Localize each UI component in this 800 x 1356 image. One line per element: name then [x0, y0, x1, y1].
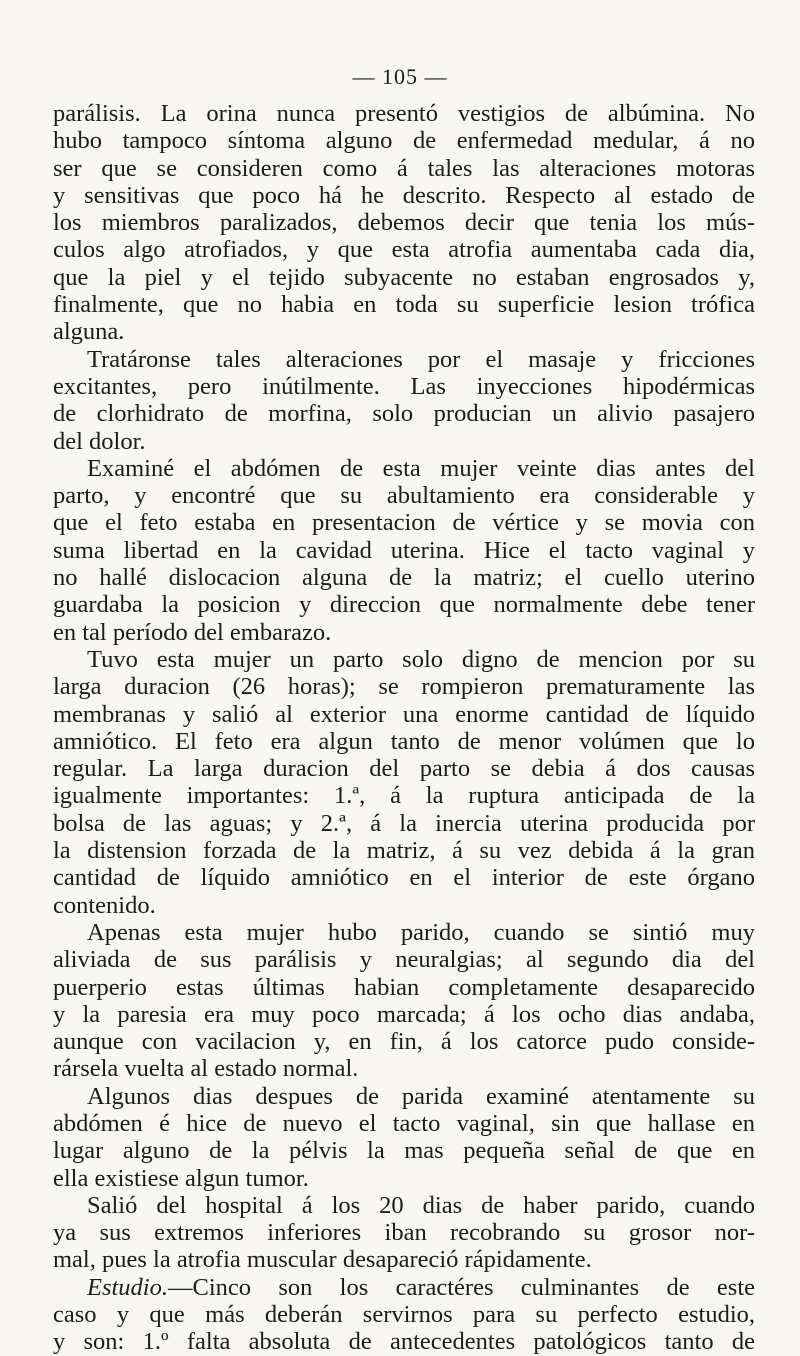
- text-line: [53, 236, 755, 263]
- text-line: [53, 318, 755, 345]
- line-text: en tal período del embarazo.: [53, 618, 332, 646]
- text-line: [53, 1274, 755, 1301]
- line-text: excitantes, pero inútilmente. Las inyecciones hipodérmicas: [53, 372, 755, 400]
- line-text: lugar alguno de la pélvis la mas pequeña señal de que en: [53, 1137, 755, 1165]
- text-line: [53, 1219, 755, 1246]
- line-text: contenido.: [53, 891, 156, 919]
- line-text: finalmente, que no habia en toda su superficie lesion trófica: [53, 291, 755, 319]
- text-line: [53, 673, 755, 700]
- line-text: Tuvo esta mujer un parto solo digno de mencion por su: [87, 645, 755, 673]
- text-line: [53, 127, 755, 154]
- line-text: Examiné el abdómen de esta mujer veinte dias antes del: [87, 454, 755, 482]
- text-line: [53, 837, 755, 864]
- text-line: [53, 946, 755, 973]
- line-text: larga duracion (26 horas); se rompieron prematuramente las: [53, 673, 755, 701]
- line-text: los miembros paralizados, debemos decir que tenia los mús-: [53, 209, 755, 237]
- text-line: [53, 1110, 755, 1137]
- line-text: hubo tampoco síntoma alguno de enfermedad medular, á no: [53, 127, 755, 155]
- line-text: bolsa de las aguas; y 2.ª, á la inercia uterina producida por: [53, 809, 755, 837]
- line-text: culos algo atrofiados, y que esta atrofia aumentaba cada dia,: [53, 236, 755, 264]
- text-line: [53, 919, 755, 946]
- line-text: la distension forzada de la matriz, á su vez debida á la gran: [53, 837, 755, 865]
- line-text: Apenas esta mujer hubo parido, cuando se sintió muy: [87, 918, 755, 946]
- text-line: [53, 1328, 755, 1355]
- line-text: y la paresia era muy poco marcada; á los ocho dias andaba,: [53, 1000, 755, 1028]
- text-line: [53, 1001, 755, 1028]
- text-line: [53, 182, 755, 209]
- text-line: [53, 810, 755, 837]
- text-line: [53, 537, 755, 564]
- body-text: [53, 100, 755, 1356]
- line-text: que la piel y el tejido subyacente no estaban engrosados y,: [53, 263, 755, 291]
- text-line: [53, 155, 755, 182]
- line-text: puerperio estas últimas habian completamente desaparecido: [53, 973, 755, 1001]
- line-text: y sensitivas que poco há he descrito. Respecto al estado de: [53, 181, 755, 209]
- text-line: [53, 1028, 755, 1055]
- text-line: [53, 701, 755, 728]
- line-text: que el feto estaba en presentacion de vértice y se movia con: [53, 509, 755, 537]
- text-line: [53, 646, 755, 673]
- line-text: alguna.: [53, 318, 125, 346]
- text-line: [53, 1192, 755, 1219]
- text-line: [53, 782, 755, 809]
- line-text: ya sus extremos inferiores iban recobrando su grosor nor-: [53, 1219, 755, 1247]
- page-number: — 105 —: [352, 64, 448, 89]
- text-line: [53, 455, 755, 482]
- line-text: Algunos dias despues de parida examiné atentamente su: [87, 1082, 755, 1110]
- text-line: [53, 100, 755, 127]
- section-heading: Estudio.: [87, 1273, 168, 1301]
- text-line: [53, 1246, 755, 1273]
- line-text: caso y que más deberán servirnos para su perfecto estudio,: [53, 1301, 755, 1329]
- text-line: [53, 728, 755, 755]
- line-text: ella existiese algun tumor.: [53, 1164, 309, 1192]
- text-line: [53, 1055, 755, 1082]
- text-line: [53, 1301, 755, 1328]
- text-line: [53, 373, 755, 400]
- text-line: [53, 1165, 755, 1192]
- text-line: [53, 509, 755, 536]
- line-text: parálisis. La orina nunca presentó vestigios de albúmina. No: [53, 100, 755, 127]
- line-text: de clorhidrato de morfina, solo producian un alivio pasajero: [53, 400, 755, 428]
- text-line: [53, 1137, 755, 1164]
- line-text: membranas y salió al exterior una enorme cantidad de líquido: [53, 700, 755, 728]
- text-line: [53, 209, 755, 236]
- line-text: Salió del hospital á los 20 dias de haber parido, cuando: [87, 1191, 755, 1219]
- line-text: parto, y encontré que su abultamiento era considerable y: [53, 482, 755, 510]
- text-line: [53, 892, 755, 919]
- line-text: ser que se consideren como á tales las alteraciones motoras: [53, 154, 755, 182]
- text-line: [53, 755, 755, 782]
- line-text: suma libertad en la cavidad uterina. Hice el tacto vaginal y: [53, 536, 755, 564]
- line-text: mal, pues la atrofia muscular desapareció rápidamente.: [53, 1246, 592, 1274]
- text-line: [53, 482, 755, 509]
- line-text: abdómen é hice de nuevo el tacto vaginal, sin que hallase en: [53, 1109, 755, 1137]
- line-text: del dolor.: [53, 427, 146, 455]
- line-text: amniótico. El feto era algun tanto de menor volúmen que lo: [53, 727, 755, 755]
- line-text: rársela vuelta al estado normal.: [53, 1055, 359, 1083]
- text-line: [53, 428, 755, 455]
- line-text: —Cinco son los caractéres culminantes de este: [168, 1273, 755, 1301]
- text-line: [53, 619, 755, 646]
- text-line: [53, 1083, 755, 1110]
- text-line: [53, 864, 755, 891]
- text-line: [53, 264, 755, 291]
- text-line: [53, 400, 755, 427]
- text-line: [53, 291, 755, 318]
- line-text: igualmente importantes: 1.ª, á la ruptura anticipada de la: [53, 782, 755, 810]
- line-text: regular. La larga duracion del parto se debia á dos causas: [53, 755, 755, 783]
- text-line: [53, 591, 755, 618]
- line-text: y son: 1.º falta absoluta de antecedentes patológicos tanto de: [53, 1328, 755, 1356]
- text-line: [53, 346, 755, 373]
- line-text: Tratáronse tales alteraciones por el masaje y fricciones: [87, 345, 755, 373]
- line-text: cantidad de líquido amniótico en el interior de este órgano: [53, 864, 755, 892]
- line-text: aunque con vacilacion y, en fin, á los catorce pudo conside-: [53, 1028, 755, 1056]
- text-line: [53, 974, 755, 1001]
- line-text: no hallé dislocacion alguna de la matriz; el cuello uterino: [53, 564, 755, 592]
- line-text: aliviada de sus parálisis y neuralgias; al segundo dia del: [53, 946, 755, 974]
- text-line: [53, 564, 755, 591]
- line-text: guardaba la posicion y direccion que normalmente debe tener: [53, 591, 755, 619]
